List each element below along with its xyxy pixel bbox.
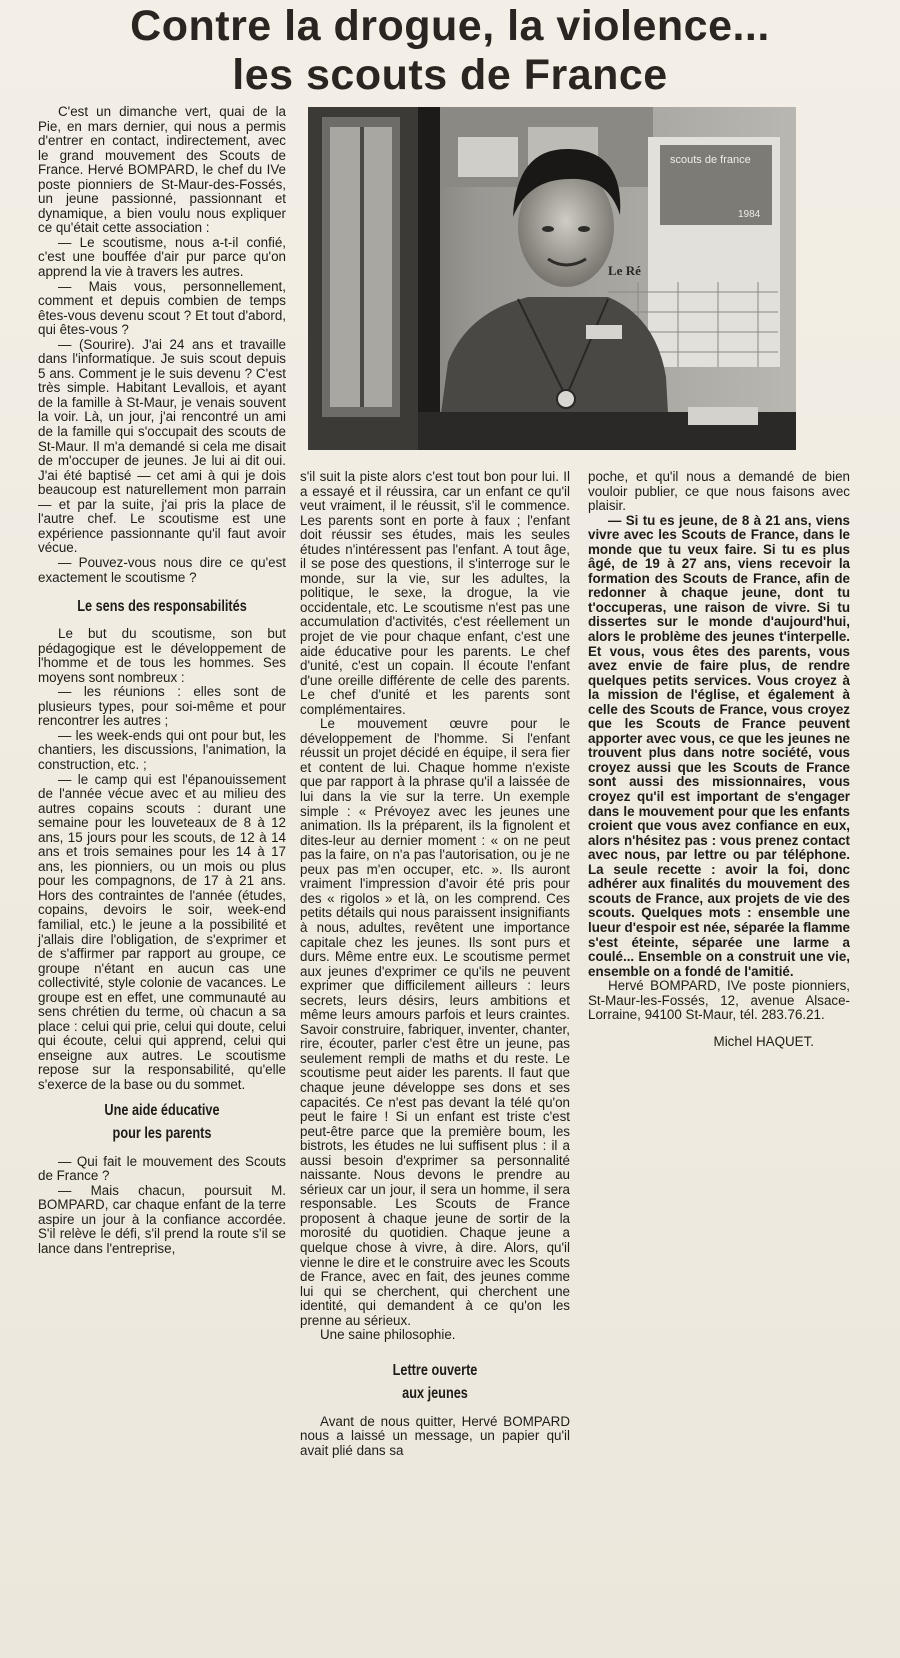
paragraph: Le mouvement œuvre pour le développement de l'homme. Si l'enfant réussit un projet décidé en équipe, il sera fier et content de lui. Chaque homme n'existe que par rapport à la phrase qu'il a laissée de lui dans la vie sur la terre. Un exemple simple : « Prévoyez avec les jeunes une animation. Ils la préparent, ils la fignolent et dites-leur au dernier moment : « on ne peut pas la faire, on n'a pas l'autorisation, ou je ne peux pas m'en occuper, etc. ». Ils auront vraiment l'impression d'avoir été pris pour des « rigolos » et là, on les comprend. Ces petits détails qui nous paraissent insignifiants à nous, adultes, revêtent une importance capitale chez les jeunes. Ils sont purs et durs. Même entre eux. Le scoutisme permet aux jeunes d'exprimer ce qu'ils ne peuvent exprimer que difficilement ailleurs : leurs secrets, leurs désirs, leurs ambitions et même leurs amours parfois et leurs craintes. Savoir construire, fabriquer, inventer, chanter, rire, écouter, parler c'est être un jeune, pas seulement rempli de maths et du reste. Le scoutisme peut aider les parents. Il faut que chaque jeune développe ses dons et ses capacités. Ce n'est pas devant la télé qu'on peut le faire ! Si un enfant est triste c'est peut-être parce que la première boum, les bistrots, les études ne lui suffisent plus : il a aussi besoin d'exprimer sa personnalité naissante. Nous devons le prendre au sérieux car un jour, il sera un homme, il sera responsable. Les Scouts de France proposent à chaque jeune de sortir de la morosité du quotidien. Chaque jeune a quelque chose à vivre, à dire. Alors, qu'il vienne le dire et le construire avec les Scouts de France, avec en fait, des jeunes comme lui qui se cherchent, qui cherchent une identité, qui demandent à ce qu'on les prenne au sérieux. [300, 716, 570, 1328]
paragraph: — Pouvez-vous nous dire ce qu'est exactement le scoutisme ? [38, 554, 286, 585]
paragraph: — Mais chacun, poursuit M. BOMPARD, car chaque enfant de la terre aspire un jour à la confiance accordée. S'il relève le défi, s'il prend la route s'il se lance dans l'entreprise, [38, 1182, 286, 1256]
paragraph: — Mais vous, personnellement, comment et depuis combien de temps êtes-vous devenu scout ? Et tout d'abord, qui êtes-vous ? [38, 278, 286, 338]
subhead-responsabilites: Le sens des responsabilités [77, 598, 247, 616]
calendar-brand: scouts de france [670, 154, 751, 166]
paragraph: C'est un dimanche vert, quai de la Pie, en mars dernier, qui nous a permis d'entrer en contact, indirectement, avec le grand mouvement des Scouts de France. Hervé BOMPARD, le chef du IVe poste pionniers de St-Maur-des-Fossés, un jeune passionné, passionnant et dynamique, a bien voulu nous expliquer ce qu'était cette association : [38, 104, 286, 236]
paragraph: — Si tu es jeune, de 8 à 21 ans, viens vivre avec les Scouts de France, dans le monde que tu veux faire. Si tu es plus âgé, de 19 à 27 ans, viens recevoir la formation des Scouts de France, afin de redonner à chaque jeune, dont tu t'occuperas, une raison de vivre. Si tu dissertes sur le monde d'aujourd'hui, alors le problème des jeunes t'interpelle. Et vous, vous êtes des parents, vous avez envie de faire plus, de rendre quelques petits services. Vous croyez à la mission de l'église, et également à celle des Scouts de France, vous croyez que les Scouts de France peuvent apporter avec vous, ce que les jeunes ne trouvent plus dans notre société, vous croyez aussi que les Scouts de France sont aussi des missionnaires, vous croyez qu'il est important de s'engager dans le mouvement pour que les enfants croient que vous avez confiance en eux, alors n'hésitez pas : vous prenez contact avec nous, par lettre ou par téléphone. La seule recette : avoir la foi, donc adhérer aux finalités du mouvement des scouts de France, aux projets de vie des scouts. Quelques mots : ensemble une lueur d'espoir est née, séparée la flamme s'est éteinte, séparée une larme a coulé... Ensemble on a construit une vie, ensemble on a fondé de l'amitié. [588, 512, 850, 979]
subhead-aide-educative [60, 1099, 263, 1145]
paragraph: — (Sourire). J'ai 24 ans et travaille dans l'informatique. Je suis scout depuis 5 ans. Comment je le suis devenu ? C'est très simple. Habitant Levallois, et ayant de la famille à St-Maur, je venais souvent la voir. Là, un jour, j'ai rencontré un ami de la famille qui s'occupait des scouts de St-Maur. Il m'a demandé si cela me disait de m'occuper de jeunes. Je lui ai dit oui. J'ai été baptisé — cet ami à qui je dois beaucoup est naturellement mon parrain — et par la suite, j'ai pris la place de l'autre chef. Le scoutisme est une expérience passionnante qu'il faut avoir vécue. [38, 336, 286, 556]
paragraph: — les réunions : elles sont de plusieurs types, pour soi-même et pour rencontrer les autres ; [38, 684, 286, 729]
column-1 [38, 105, 286, 1256]
subhead-line: aux jeunes [402, 1384, 468, 1402]
paragraph: — les week-ends qui ont pour but, les chantiers, les discussions, l'animation, la construction, etc. ; [38, 727, 286, 772]
calendar-title: Le Ré [608, 263, 641, 278]
contact-address: Hervé BOMPARD, IVe poste pionniers, St-Maur-les-Fossés, 12, avenue Alsace-Lorraine, 94100 St-Maur, tél. 283.76.21. [588, 978, 850, 1023]
headline [0, 0, 900, 100]
headline-line-1: Contre la drogue, la violence... [130, 2, 770, 50]
photo-scout-leader [308, 107, 796, 450]
column-3 [588, 470, 850, 1049]
subhead-line: pour les parents [112, 1124, 212, 1142]
paragraph: — le camp qui est l'épanouissement de l'année vécue avec et au milieu des autres copains scouts : durant une semaine pour les louveteaux de 8 à 12 ans, 15 jours pour les scouts, de 12 à 14 ans et trois semaines pour les 14 à 17 ans, les pionniers, ou un mois ou plus pour les compagnons, de 17 à 21 ans. Hors des contraintes de l'année (études, copains, devoirs le soir, week-end familial, etc.) le jeune a la possibilité et j'allais dire l'obligation, de s'exprimer et de s'affirmer par rapport au groupe, ce groupe n'étant en aucun cas une collectivité, style colonie de vacances. Le groupe est en effet, une communauté au sens chrétien du terme, où chacun a sa place : celui qui prie, celui qui doute, celui qui écoute, celui qui apprend, celui qui enseigne aux autres. Le scoutisme repose sur la responsabilité, qu'elle s'exerce de la base ou du sommet. [38, 771, 286, 1092]
paragraph: poche, et qu'il nous a demandé de bien vouloir publier, ce que nous faisons avec plaisir. [588, 469, 850, 514]
subhead-lettre-ouverte [324, 1359, 545, 1405]
subhead-line: Lettre ouverte [392, 1361, 478, 1379]
paragraph: — Le scoutisme, nous a-t-il confié, c'est une bouffée d'air pur parce qu'on apprend la vie à travers les autres. [38, 234, 286, 280]
subhead-line: Une aide éducative [104, 1101, 220, 1119]
paragraph: Une saine philosophie. [320, 1327, 456, 1343]
headline-line-2: les scouts de France [232, 51, 668, 99]
paragraph: — Qui fait le mouvement des Scouts de France ? [38, 1153, 286, 1184]
author-signature: Michel HAQUET. [713, 1033, 814, 1049]
paragraph: s'il suit la piste alors c'est tout bon pour lui. Il a essayé et il réussira, car un enfant ce qu'il veut vraiment, il le réussit, s'il le commence. Les parents sont en porte à faux ; l'enfant doit réussir ses études, mais les seules études n'intéressent pas l'enfant. A tout âge, il se pose des questions, il s'interroge sur le monde, sur la vie, sur les adultes, la politique, le sexe, la drogue, la vie occidentale, etc. Le scoutisme n'est pas une accumulation d'activités, c'est réellement un projet de vie pour chaque enfant, c'est une aide éducative pour les parents. Le chef d'unité, c'est un copain. Il écoute l'enfant d'une oreille différente de celle des parents. Le chef d'unité et les parents sont complémentaires. [300, 469, 570, 717]
calendar-year: 1984 [738, 209, 761, 220]
photo-illustration [308, 107, 796, 450]
paragraph: Avant de nous quitter, Hervé BOMPARD nous a laissé un message, un papier qu'il avait plié dans sa [300, 1413, 570, 1458]
paragraph: Le but du scoutisme, son but pédagogique est le développement de l'homme et de tous les hommes. Ses moyens sont nombreux : [38, 626, 286, 685]
column-2 [300, 470, 570, 1458]
